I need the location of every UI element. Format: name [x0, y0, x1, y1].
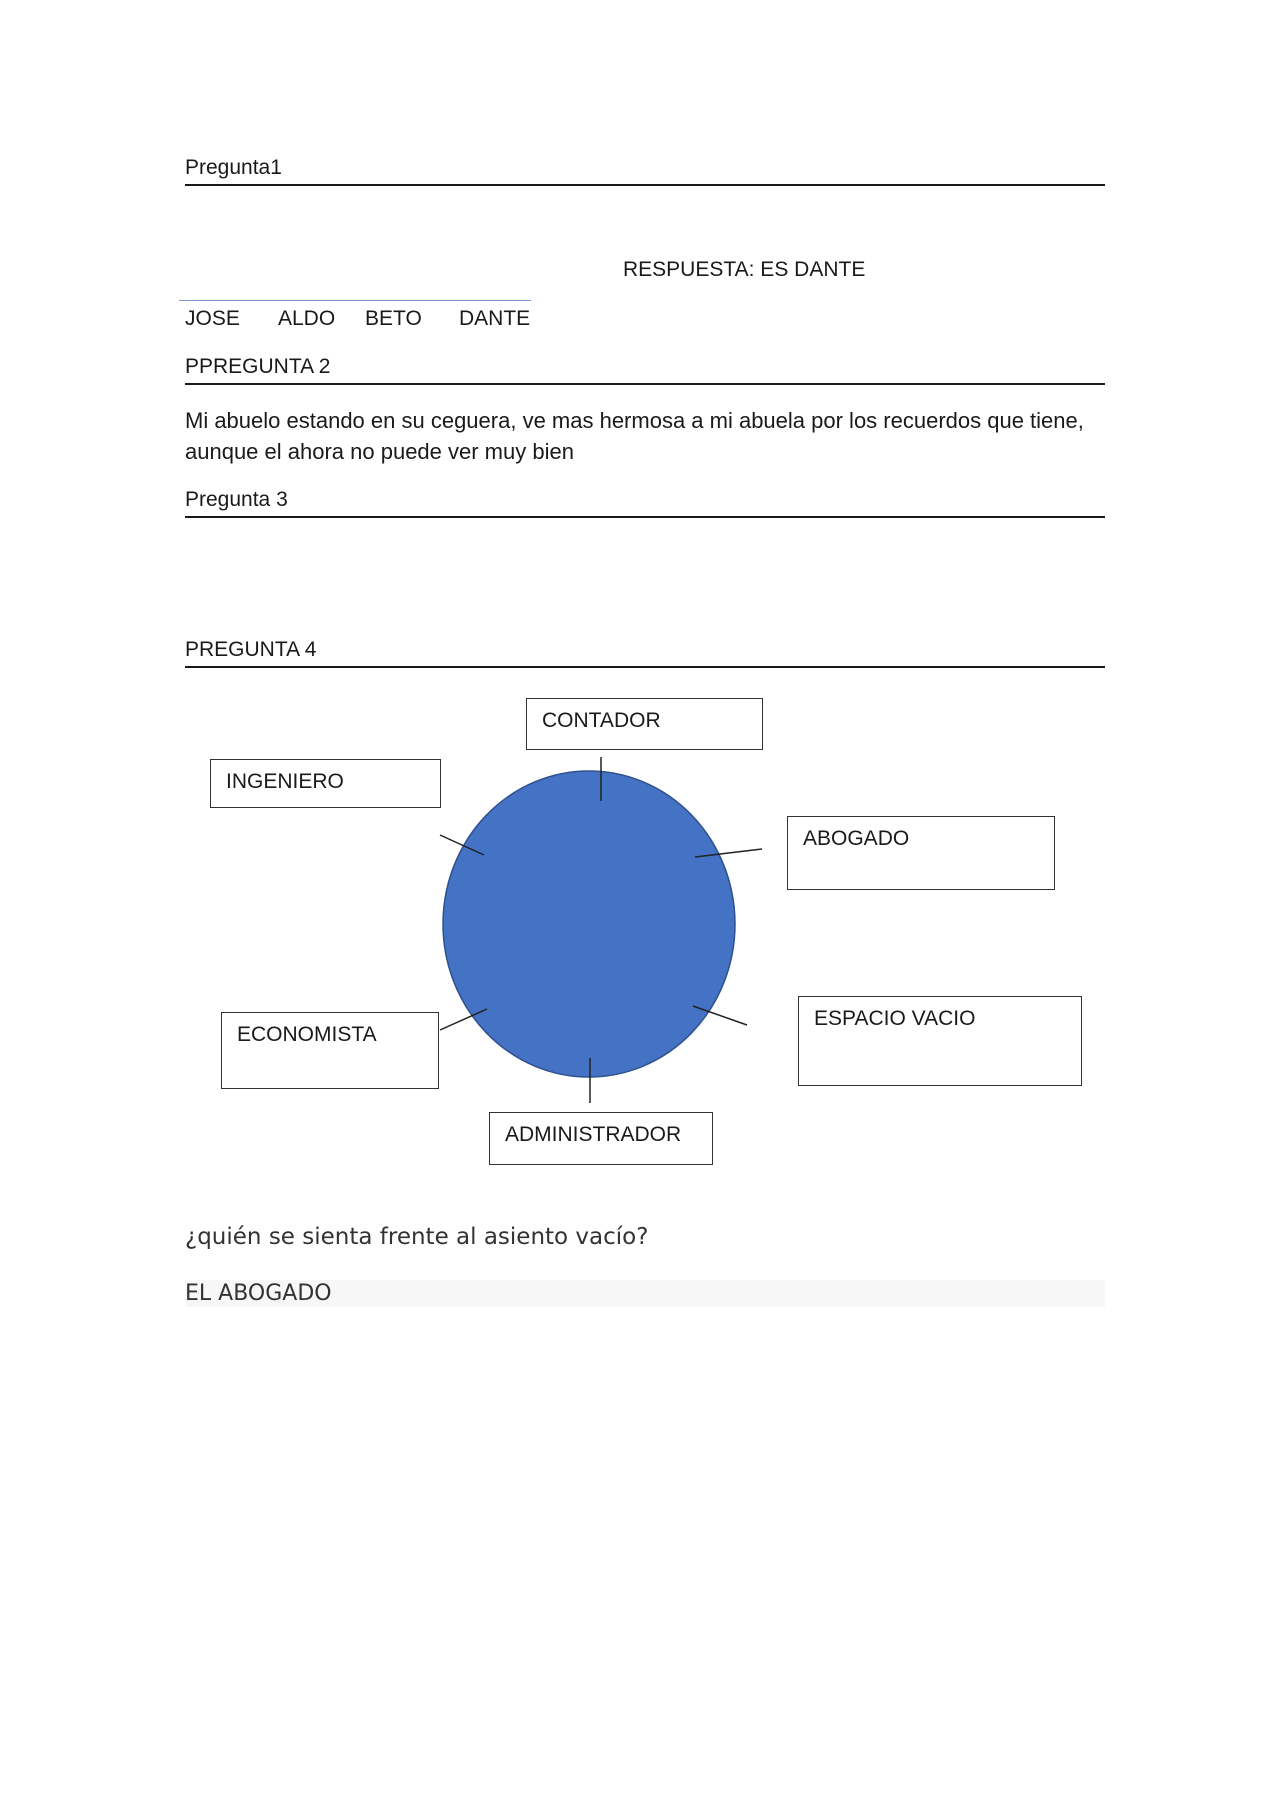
seat-administrador-label: ADMINISTRADOR: [505, 1123, 682, 1146]
seat-ingeniero-label: INGENIERO: [226, 770, 344, 793]
name-dante: DANTE: [459, 307, 531, 330]
question-4-answer: EL ABOGADO: [185, 1281, 332, 1306]
name-beto: BETO: [365, 307, 422, 330]
question-1-answer: RESPUESTA: ES DANTE: [623, 258, 866, 281]
seat-economista: [221, 1012, 439, 1089]
seat-economista-label: ECONOMISTA: [237, 1023, 377, 1046]
seat-abogado-label: ABOGADO: [803, 827, 910, 850]
question-2-paragraph: Mi abuelo estando en su ceguera, ve mas hermosa a mi abuela por los recuerdos que tiene, aunque el ahora no puede ver muy bien: [185, 408, 1084, 464]
seat-espacio-label: ESPACIO VACIO: [814, 1007, 976, 1030]
seat-espacio-vacio: [798, 996, 1082, 1086]
seat-contador-label: CONTADOR: [542, 709, 661, 732]
seat-administrador: [489, 1112, 713, 1165]
question-2-heading: PPREGUNTA 2: [185, 354, 1105, 385]
seat-ingeniero: [210, 759, 441, 808]
name-jose: JOSE: [185, 307, 240, 330]
question-1-heading: Pregunta1: [185, 155, 1105, 186]
round-table-circle: [443, 771, 735, 1077]
question-4-prompt: ¿quién se sienta frente al asiento vacío?: [185, 1224, 649, 1250]
answer-highlight: [185, 1280, 1105, 1307]
seat-contador: [526, 698, 763, 750]
seat-abogado: [787, 816, 1055, 890]
name-aldo: ALDO: [278, 307, 336, 330]
question-3-heading: Pregunta 3: [185, 487, 1105, 518]
question-4-heading: PREGUNTA 4: [185, 637, 1105, 668]
